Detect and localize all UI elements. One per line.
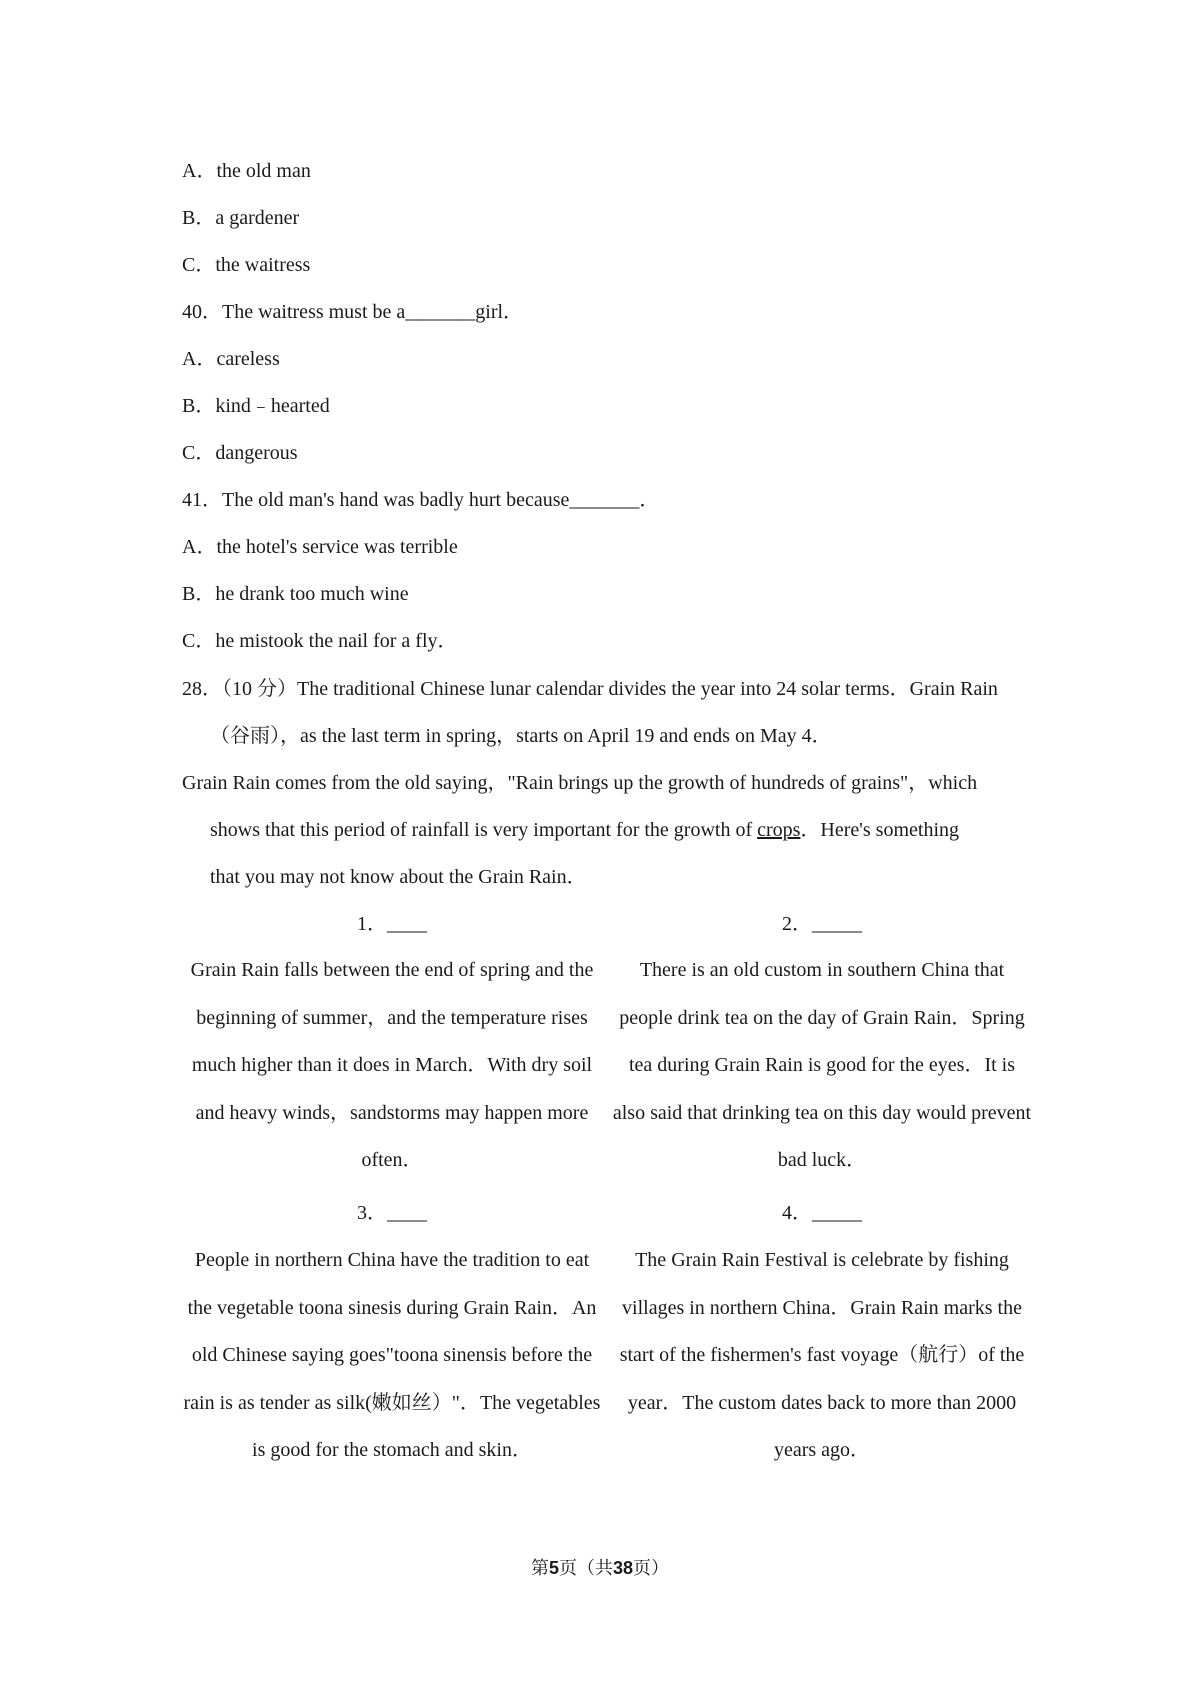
q41-option-b: B．he drank too much wine [182,583,409,605]
box3-title: 3．____ [357,1202,427,1224]
q39-option-a: A．the old man [182,160,311,182]
page-footer [0,1556,1200,1580]
q28-para-line2-pre: shows that this period of rainfall is very important for the growth of [210,819,758,841]
q28-para-line3: that you may not know about the Grain Rain． [210,866,587,888]
footer-total-pages: 38 [612,1558,634,1578]
q39-option-c: C．the waitress [182,254,311,276]
footer-post: 页） [633,1558,670,1578]
box1-title: 1．____ [357,913,427,935]
q39-option-b: B．a gardener [182,207,300,229]
q28-para-line2-post: ．Here's something [800,819,960,841]
box1-text: Grain Rain falls between the end of spring and the beginning of summer，and the temperature rises much higher than it does in March．With dry soil and heavy winds，sandstorms may happen more often． [190,959,594,1171]
q41-option-a: A．the hotel's service was terrible [182,536,458,558]
box3-text: People in northern China have the tradition to eat the vegetable toona sinesis during Grain Rain．An old Chinese saying goes"toona sinensis before the rain is as tender as silk(嫩如丝）"．The vegetables is good for the stomach and skin． [183,1249,601,1461]
underlined-word-crops: crops [757,819,801,841]
q28-intro-line2: （谷雨），as the last term in spring，starts on April 19 and ends on May 4． [210,725,832,747]
q40-stem: 40．The waitress must be a_______girl． [182,301,524,323]
footer-page-number: 5 [548,1558,559,1578]
q40-option-a: A．careless [182,348,280,370]
box2-title: 2．_____ [782,913,862,935]
q40-option-b: B．kind﹣hearted [182,395,330,417]
q28-para-line2 [210,818,959,842]
q40-option-c: C．dangerous [182,442,298,464]
footer-mid: 页（共 [558,1558,613,1578]
footer-pre: 第 [530,1558,549,1578]
q41-option-c: C．he mistook the nail for a fly． [182,630,458,652]
q28-para-line1: Grain Rain comes from the old saying，"Rain brings up the growth of hundreds of grains"，which [182,772,978,794]
q28-intro-line1: 28．（10 分）The traditional Chinese lunar calendar divides the year into 24 solar terms．Grain Rain [182,678,998,700]
q41-stem: 41．The old man's hand was badly hurt because_______． [182,489,660,511]
box2-text: There is an old custom in southern China that people drink tea on the day of Grain Rain．Spring tea during Grain Rain is good for the eyes．It is also said that drinking tea on this day would prevent bad luck． [612,959,1032,1171]
box4-title: 4．_____ [782,1202,862,1224]
box4-text: The Grain Rain Festival is celebrate by fishing villages in northern China．Grain Rain marks the start of the fishermen's fast voyage（航行）of the year．The custom dates back to more than 2000 years ago． [619,1249,1025,1461]
